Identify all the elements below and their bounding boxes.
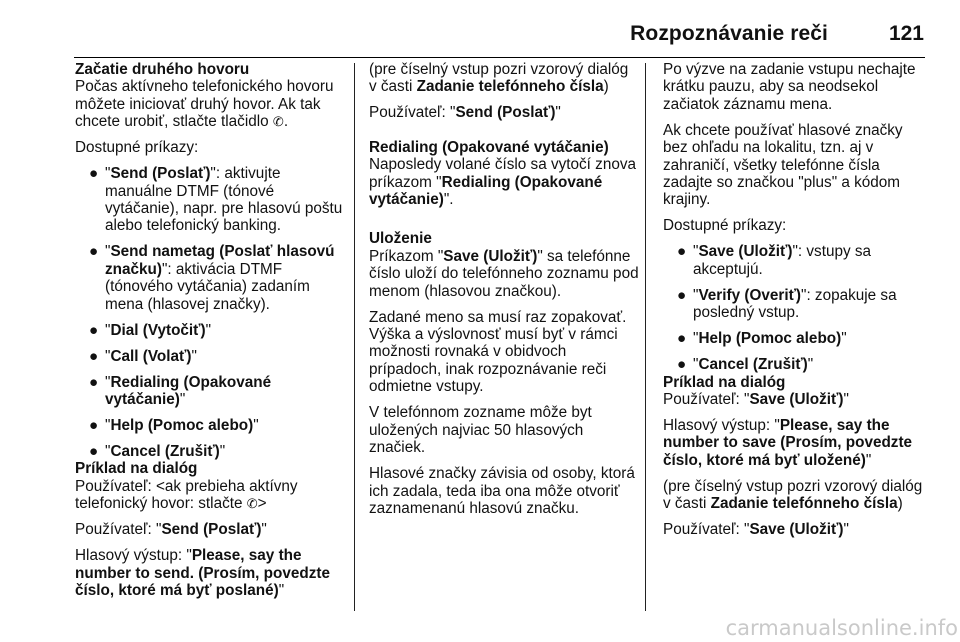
section-heading: Príklad na dialóg [663,373,786,391]
bullet-icon: ● [677,243,687,261]
bullet-icon: ● [89,243,99,261]
paragraph: V telefónnom zozname môže byt uložených najviac 50 hlasových značiek. [369,404,592,457]
header-divider [74,57,925,58]
paragraph: Po výzve na zadanie vstupu nechajte krátku pauzu, aby sa neodsekol začiatok záznamu mena. [663,61,916,113]
paragraph: Používateľ: "Send (Poslať)" [75,521,267,539]
bullet-icon: ● [677,330,687,348]
phone-icon: ✆ [246,496,258,512]
paragraph: Počas aktívneho telefonického hovoru môžete iniciovať druhý hovor. Ak tak chcete urobiť, stlačte tlačidlo ✆. [75,78,334,131]
command-list [75,165,350,460]
section-heading: Redialing (Opakované vytáčanie) [369,138,609,156]
paragraph: Používateľ: <ak prebieha aktívny telefonický hovor: stlačte ✆> [75,477,298,513]
column-divider-1 [354,63,355,611]
bullet-icon: ● [677,356,687,374]
paragraph: Príkazom "Save (Uložiť)" sa telefónne číslo uloží do telefónneho zoznamu pod menom (hlasovou značkou). [369,247,639,300]
bullet-icon: ● [89,165,99,183]
column-1 [75,61,350,600]
list-item: ● "Help (Pomoc alebo)" [89,417,259,435]
paragraph: Používateľ: "Save (Uložiť)" [663,391,849,409]
paragraph: Zadané meno sa musí raz zopakovať. Výška a výslovnosť musí byť v rámci možnosti rovnaká v obidvoch prípadoch, inak rozpoznávanie reči odmietne vstupy. [369,308,627,396]
paragraph: Hlasové značky závisia od osoby, ktorá ich zadala, teda iba ona môže otvoriť zaznamenanú hlasovú značku. [369,465,635,517]
bullet-icon: ● [89,347,99,365]
watermark: carmanualsonline.info [725,616,958,640]
list-item: ● "Dial (Vytočiť)" [89,321,212,339]
bullet-icon: ● [89,373,99,391]
paragraph: Naposledy volané číslo sa vytočí znova príkazom "Redialing (Opakované vytáčanie)". [369,156,636,209]
section-heading: Príklad na dialóg [75,460,198,478]
paragraph: Dostupné príkazy: [663,217,787,235]
bullet-icon: ● [89,321,99,339]
paragraph: Hlasový výstup: "Please, say the number to save (Prosím, povedzte číslo, ktoré má byť uložené)" [663,417,913,469]
list-item: ● "Send (Poslať)": aktivujte manuálne DTMF (tónové vytáčanie), napr. pre hlasovú poštu alebo telefonický banking. [89,165,343,235]
page-title: Rozpoznávanie reči [630,22,828,45]
paragraph: Používateľ: "Save (Uložiť)" [663,521,849,539]
list-item: ● "Call (Volať)" [89,347,197,365]
list-item: ● "Cancel (Zrušiť)" [677,356,814,374]
list-item: ● "Send nametag (Poslať hlasovú značku)": aktivácia DTMF (tónového vytáčania) zadaním mena (hlasovej značky). [89,243,335,313]
bullet-icon: ● [89,417,99,435]
phone-icon: ✆ [272,114,284,130]
paragraph: Ak chcete používať hlasové značky bez ohľadu na lokalitu, tzn. aj v zahraničí, všetky telefónne čísla zadajte so značkou "plus" a kódom krajiny. [663,121,903,209]
paragraph: Hlasový výstup: "Please, say the number to send. (Prosím, povedzte číslo, ktoré má byť poslané)" [75,547,330,600]
list-item: ● "Verify (Overiť)": zopakuje sa posledný vstup. [677,286,897,322]
section-heading: Začatie druhého hovoru [75,61,250,78]
bullet-icon: ● [677,286,687,304]
column-3 [663,61,928,539]
bullet-icon: ● [89,443,99,461]
page-number: 121 [888,22,924,45]
list-item: ● "Cancel (Zrušiť)" [89,443,226,461]
paragraph: (pre číselný vstup pozri vzorový dialóg v časti Zadanie telefónneho čísla) [369,61,629,96]
list-item: ● "Help (Pomoc alebo)" [677,330,847,348]
column-2 [369,61,639,526]
column-divider-2 [645,63,646,611]
command-list [663,243,928,373]
paragraph: Dostupné príkazy: [75,139,199,157]
section-heading: Uloženie [369,230,432,248]
list-item: ● "Redialing (Opakované vytáčanie)" [89,373,272,409]
list-item: ● "Save (Uložiť)": vstupy sa akceptujú. [677,243,872,278]
paragraph: Používateľ: "Send (Poslať)" [369,104,561,122]
paragraph: (pre číselný vstup pozri vzorový dialóg v časti Zadanie telefónneho čísla) [663,477,923,513]
